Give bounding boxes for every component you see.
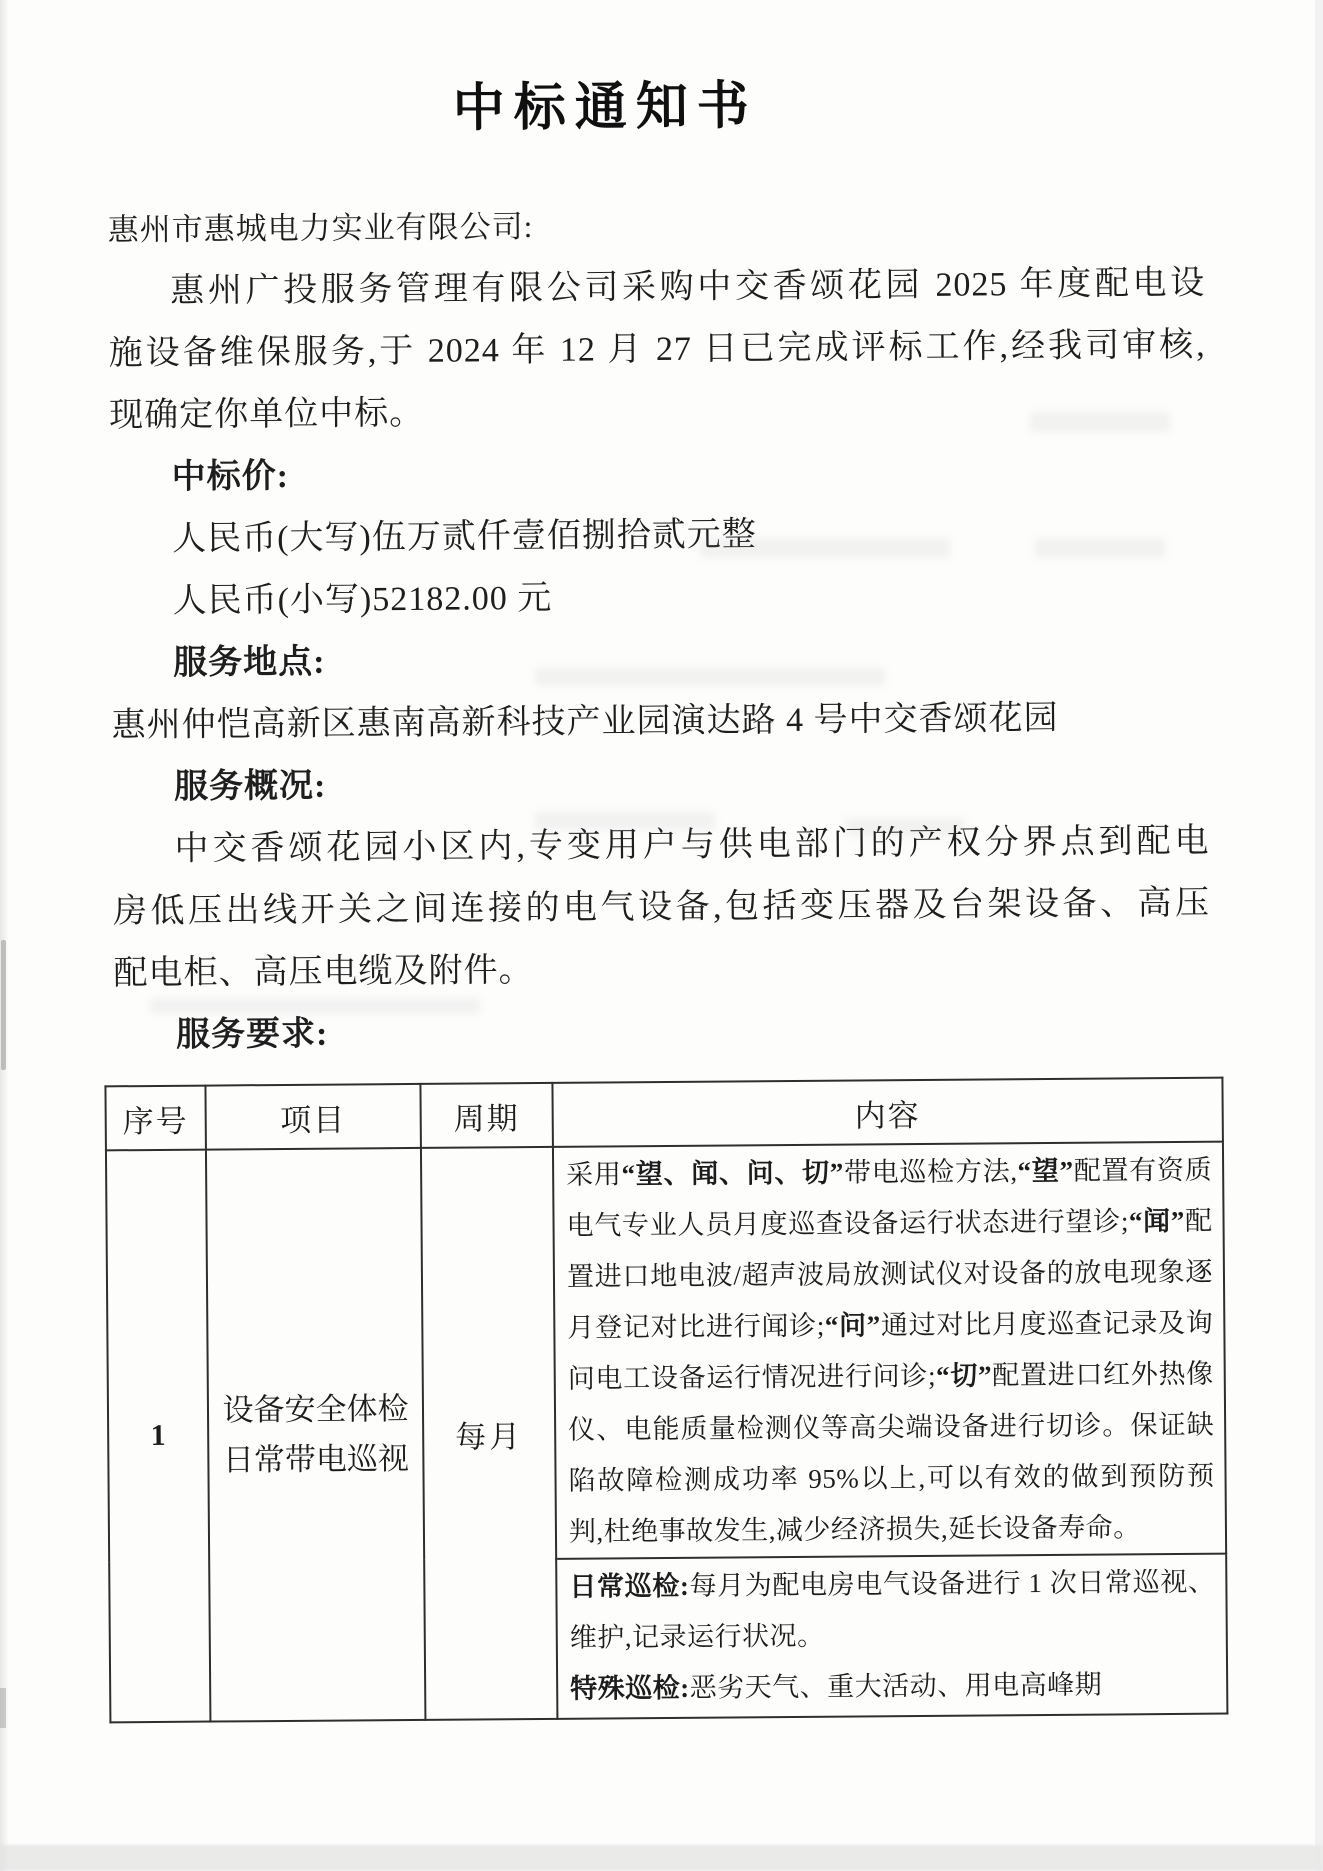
regular-text: 恶劣天气、重大活动、用电高峰期: [689, 1669, 1103, 1703]
scan-artifact-left-mark: [0, 1688, 6, 1728]
requirements-heading: 服务要求:: [175, 1015, 329, 1054]
location-address: 惠州仲恺高新区惠南高新科技产业园演达路 4 号中交香颂花园: [111, 699, 1059, 745]
row-content-main-cell: [553, 1142, 1226, 1559]
regular-text: 配置进口红外热像仪、电能质量检测仪等高尖端设备进行切诊。保证缺陷故障检测成功率 95%以上,可以有效的做到预防预判,杜绝事故发生,减少经济损失,延长设备寿命。: [568, 1358, 1215, 1547]
emphasized-text: 日常巡检:: [569, 1570, 690, 1602]
document-title: 中标通知书: [452, 78, 758, 138]
overview-heading: 服务概况:: [173, 767, 327, 806]
regular-text: 采用: [566, 1159, 622, 1190]
daily-inspection-text: [569, 1557, 1216, 1664]
row-cycle-cell: 每月: [421, 1147, 557, 1720]
regular-text: 带电巡检方法,: [843, 1156, 1018, 1188]
price-heading: 中标价:: [171, 457, 290, 496]
col-header-content: 内容: [552, 1078, 1222, 1147]
special-inspection-text: [570, 1659, 1216, 1715]
table-header-row: [105, 1078, 1222, 1151]
row-item-cell: [206, 1148, 425, 1722]
document-body: [107, 191, 1211, 1068]
regular-text: 通过对比月度巡查记录及询问电工设备运行情况进行问诊;: [567, 1307, 1214, 1394]
overview-paragraph: [112, 811, 1210, 1006]
regular-text: 每月为配电房电气设备进行 1 次日常巡视、维护,记录运行状况。: [569, 1566, 1216, 1653]
regular-text: 配置有资质电气专业人员月度巡查设备运行状态进行望诊;: [566, 1154, 1213, 1241]
price-in-figures: 人民币(小写)52182.00 元: [172, 579, 553, 620]
recipient-line: 惠州市惠城电力实业有限公司:: [107, 208, 534, 248]
item-line-1: 设备安全体检: [222, 1390, 409, 1428]
emphasized-text: “闻”: [1128, 1205, 1185, 1237]
service-requirements-table: [104, 1077, 1228, 1724]
scan-artifact-bottom-band: [0, 1845, 1323, 1871]
text-line: 现确定你单位中标。: [109, 394, 425, 435]
text-line: 施设备维保服务,于 2024 年 12 月 27 日已完成评标工作,经我司审核,: [108, 326, 1206, 373]
regular-text: 配置进口地电波/超声波局放测试仪对设备的放电现象逐月登记对比进行闻诊;: [566, 1205, 1214, 1343]
col-header-cycle: 周期: [420, 1083, 552, 1148]
col-header-no: 序号: [105, 1086, 205, 1151]
price-in-words: 人民币(大写)伍万贰仟壹佰捌拾贰元整: [172, 516, 757, 558]
intro-paragraph: [108, 253, 1206, 448]
col-header-item: 项目: [205, 1084, 420, 1150]
table-row-main: [106, 1142, 1226, 1563]
emphasized-text: “问”: [824, 1310, 881, 1341]
text-line: 惠州广投服务管理有限公司采购中交香颂花园 2025 年度配电设: [170, 264, 1206, 310]
emphasized-text: 特殊巡检:: [570, 1672, 690, 1704]
row-number-cell: 1: [106, 1150, 210, 1723]
row-content-sub-cell: [556, 1554, 1227, 1719]
emphasized-text: “望、闻、问、切”: [621, 1157, 844, 1190]
text-line: 配电柜、高压电缆及附件。: [113, 951, 534, 993]
emphasized-text: “望”: [1017, 1155, 1074, 1187]
location-heading: 服务地点:: [172, 643, 326, 682]
text-line: 中交香颂花园小区内,专变用户与供电部门的产权分界点到配电: [174, 822, 1210, 868]
text-line: 房低压出线开关之间连接的电气设备,包括变压器及台架设备、高压: [112, 884, 1211, 931]
emphasized-text: “切”: [935, 1360, 993, 1391]
item-line-2: 日常带电巡视: [222, 1440, 410, 1478]
